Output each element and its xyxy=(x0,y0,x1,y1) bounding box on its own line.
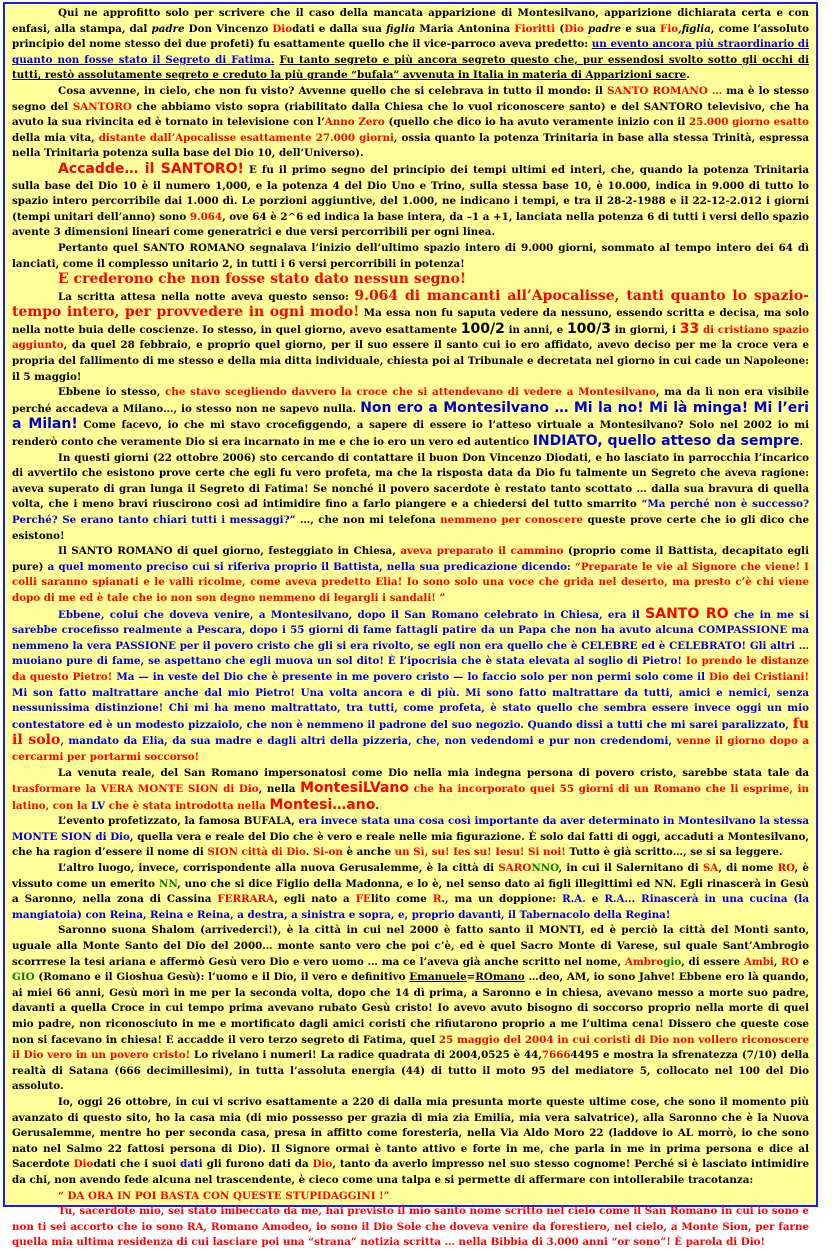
text-run: 25 maggio del 2004 in cui coristi di Dio non vollero riconoscere il Dio vero in un povero cristo! xyxy=(12,1033,810,1062)
text-run: NN xyxy=(158,877,178,890)
text-run: Ebbene io stesso, xyxy=(58,386,166,399)
text-run: Fio xyxy=(660,22,679,35)
text-run: LV xyxy=(91,799,106,812)
document-page xyxy=(3,2,818,1249)
text-run: , uno che si dice Figlio della Madonna, e lo è, nel senso dato ai figli illegittimi ed NN. Egli rinascerà in Gesù a Saronno, nella zona di Cassina xyxy=(12,877,809,906)
text-run: , di nome xyxy=(718,862,778,875)
text-run: Tutto è già scritto…, se si sa leggere. xyxy=(565,846,783,859)
text-run: dati che i suoi xyxy=(93,1158,181,1171)
text-run: Qui ne approfitto solo per scrivere che il caso della mancata apparizione di Montesilvano, apparizione dichiarata certa e con enfasi, alla stampa, dal xyxy=(12,7,809,35)
text-run: gio xyxy=(663,955,682,968)
text-run: . xyxy=(686,69,690,82)
text-run: , mandato da Elia, da sua madre e dagli altri della pizzeria, che, non vedendomi e pur non credendomi, xyxy=(60,735,677,748)
text-run: R.A. xyxy=(562,893,586,906)
text-run: è anche xyxy=(342,846,395,859)
text-run: padre xyxy=(583,22,622,35)
paragraph xyxy=(12,861,809,923)
text-run: “Ma perché non è successo? Perché? Se erano tanto chiari tutti i messaggi?” xyxy=(12,498,809,526)
text-run: In questi giorni (22 ottobre 2006) sto cercando di contattare il buon Don Vincenzo Diodati, e ho lasciato in parrocchia l’incarico di avvertilo che esistono prove certe che egli fu vero profeta, ma che la risposta data da Dio fu talmente un Segreto che aveva ragione: aveva superato di gran lunga il Segreto di Fatima! Se nonché il povero sacerdote è restato tanto scottato … dalla sua bravura di quella volta, che i meno bravi riuscirono così ad intimidire fino a farlo piangere e a chiedersi del tutto smarrito xyxy=(12,451,809,511)
text-run: un evento ancora più straordinario di quanto non fosse stato il Segreto di Fatima. xyxy=(12,38,809,66)
text-run: , tanto da averlo impresso nel suo stesso cognome! Perché si è lasciato intimidire da chi, non avendo fede alcuna nel trascendente, è cieco come una talpa e si permette di affermare con intollerabile tracotanza: xyxy=(12,1158,809,1186)
text-run: 7666 xyxy=(541,1049,571,1062)
text-run: , è vissuto come un emerito xyxy=(12,862,809,890)
text-run: , ossia quanto la potenza Trinitaria in base alla stessa Trinità, espressa nella Trinitaria potenza sulla base del Dio 10, dell’Universo). xyxy=(12,131,810,160)
text-run: Dio xyxy=(312,1158,333,1171)
text-run: Ma essa non fu saputa vedere da nessuno, essendo scritta e decisa, ma solo nella notte buia delle coscienze. Io stesso, in quel giorno, avevo esattamente xyxy=(12,307,809,336)
text-run: Don Vincenzo xyxy=(184,22,273,35)
paragraph xyxy=(12,162,809,241)
text-run: di cristiano spazio aggiunto xyxy=(12,323,809,352)
text-run: aveva preparato il cammino xyxy=(400,545,564,558)
text-run: Io, oggi 26 ottobre, in cui vi scrivo esattamente a 220 di dalla mia presunta morte queste ultime cose, che sono il momento più avanzato di questo sito, ho la casa mia (di mio possesso per grazia di mia zia Emilia, mia vera salvatrice), alla Saronno che è la Nuova Gerusalemme, mentre ho per seconda casa, presa in affitto come foresteria, nella Via Aldo Moro 22 (laddove io AL morrò, io che sono nato nel Salmo 22 fattosi persona di Dio). Il Signore ormai è tanto attivo e forte in me, che parla in me in prima persona e dice al Sacerdote xyxy=(12,1095,809,1171)
text-run: Dio xyxy=(272,22,293,35)
text-run: che abbiamo visto sopra (riabilitato dalla Chiesa che lo vuol riconoscere santo) e del SANTORO televisivo, che ha avuto la sua rivincita ed è tornato in televisione con l’ xyxy=(12,100,809,129)
text-run: E fu il primo segno del principio dei tempi ultimi ed interi, che, quando la potenza Trinitaria sulla base del Dio 10 è il numero 1,000, e la potenza 4 del Dio Uno e Trino, sulla stessa base 10, è 10.000, indica in 9.000 di tutto lo spazio intero percorribile dai 1.000 dì. Le porzioni aggiuntive, del 1.000, ne indicano i tempi, e tra il 28-2-1988 e il 22-12-2.012 i giorni (tempi unitari dell’anno) sono xyxy=(12,163,810,223)
text-run: Dio xyxy=(564,22,584,35)
text-run: , ove 64 è 2^6 ed indica la base intera, da –1 a +1, lanciata nella potenza 6 di tutti i versi dello spazio avente 3 dimensioni lineari come generatrici e due versi percorribili per ogni linea. xyxy=(12,210,809,239)
text-run: (proprio come il Battista, decapitato egli pure) xyxy=(12,545,809,573)
text-run: …deo, AM, io sono Jahve! Ebbene ero là quando, ai miei 66 anni, Gesù morì in me per la seconda volta, dopo che 14 dì prima, a Saronno e in chiesa, avevano messo a morte suo padre, davanti a quella Croce in cui tempo prima avevano rubato Gesù cristo! Io avevo avuto bisogno di soccorso proprio nella morte di quel mio padre, non riconosciuto in me e mortificato dagli amici coristi che rifiutarono proprio a me l’ultima cena! Dissero che queste cose non si facevano in chiesa! E accadde il vero terzo segreto di Fatima, quel xyxy=(12,971,810,1046)
text-run: e xyxy=(798,955,810,968)
text-run: Non ero a Montesilvano … Mi la no! Mi là minga! Mi l’eri a Milan! xyxy=(12,399,809,433)
text-run: Anno Zero xyxy=(324,116,385,129)
text-run: .. xyxy=(628,893,642,906)
text-run: 9.064 xyxy=(189,210,223,223)
text-run: Fu tanto segreto e più ancora segreto questo che, pur essendosi svolto sotto gli occhi di tutti, restò assolutamente segreto e creduto la più grande “bufala” avvenuta in Italia in materia di Apparizioni sacre xyxy=(12,53,809,82)
text-run: nemmeno per conoscere xyxy=(440,514,584,526)
text-run: FE xyxy=(355,893,371,906)
text-run: 33 xyxy=(679,320,700,337)
text-run: Maria Antonina xyxy=(415,22,515,35)
text-run: = xyxy=(466,971,476,984)
text-run: Rinascerà in una cucina (la mangiatoia) con Reina, Reina e Reina, a destra, a sinistra e sopra, e, proprio davanti, il Tabernacolo della Regina! xyxy=(12,893,809,921)
text-run: Emanuele xyxy=(409,971,467,984)
paragraph xyxy=(12,451,809,545)
text-run: , quella vera e reale del Dio che è vero e reale nelle mia figurazione. È solo dai fatti di oggi, accaduti a Montesilvano, che ha ragion d’essere il nome di xyxy=(12,830,809,859)
text-run: …, che non mi telefona xyxy=(295,514,441,526)
text-run: Come facevo, io che mi stavo crocefiggendo, a sapere di essere io l’atteso virtuale a Montesilvano? Solo nel 2002 io mi renderò conto che veramente Dio si era incarnato in me e che io ero un vero ed autentico xyxy=(12,419,810,449)
text-run: 9.064 di mancanti all’Apocalisse, tanti quanto lo spazio-tempo intero, per provvedere in ogni modo! xyxy=(12,287,809,321)
text-run: “Preparate le vie al Signore che viene! I colli saranno spianati e le valli ricolme, come aveva predetto Elia! Io sono solo una voce che grida nel deserto, ma presto c’è chi viene dopo di me ed è tale che io non son degno nemmeno di legargli i sandali! ” xyxy=(12,560,809,604)
text-run: La venuta reale, del San Romano impersonatosi come Dio nella mia indegna persona di povero cristo, sarebbe stata tale da xyxy=(58,766,809,779)
text-run: SA xyxy=(702,862,719,875)
text-run: ma è lo stesso segno del xyxy=(12,84,810,113)
text-run: distante dall’Apocalisse esattamente 27.000 giorni xyxy=(98,131,394,144)
text-run: , egli nato a xyxy=(274,893,356,906)
paragraph xyxy=(12,814,809,861)
text-run: dati xyxy=(180,1158,203,1171)
text-run: Dio xyxy=(73,1158,94,1171)
text-run: SANTO ROMANO … xyxy=(606,84,723,97)
text-run: Mi son fatto maltrattare anche dal mio Pietro! Una volta ancora e di più. Mi sono fatto maltrattare da tutti, amici e nemici, senza nessunissima distinzione! Chi mi ha meno maltrattato, tra tutti, come profeta, è stato quello che sembra essere invece oggi un mio contestatore ed è un modesto pizzaiolo, che non è nemmeno il padrone del suo negozio. Quando dissi a tutti che mi sarei paralizzato, xyxy=(12,686,809,731)
text-run: Montesi…ano xyxy=(269,796,376,813)
text-run: Ambro xyxy=(624,955,664,968)
text-run: 100/3 xyxy=(566,320,612,337)
text-run: E crederono che non fosse stato dato nessun segno! xyxy=(58,271,467,288)
text-run: venne il giorno dopo a cercarmi per portarmi soccorso! xyxy=(12,735,809,763)
paragraph xyxy=(12,766,809,815)
text-run: INDIATO, quello atteso da sempre xyxy=(532,433,800,450)
text-run: Io prendo le distanze da questo Pietro! xyxy=(12,655,809,683)
text-run: , di essere xyxy=(681,955,744,968)
text-run: MontesiLVano xyxy=(300,780,409,797)
text-run: ., ma un doppione: xyxy=(441,893,563,906)
paragraph xyxy=(12,385,809,450)
text-run: SARO xyxy=(498,862,532,875)
text-run: che in me si sarebbe crocefisso realmente a Pescara, dopo i 55 giorni di fame fattagli patire da un Papa che non ha avuto alcuna COMPASSIONE ma nemmeno la vera PASSIONE per il povero cristo che gli si era rivolto, se egli non era quello che è CELEBRE ed è CELEBRATO! Gli altri … muoiano pure di fame, se aspettano che egli muova un sol dito! È l’ipocrisia che è stata elevata al soglio di Pietro! xyxy=(12,608,809,668)
text-run: gli furono dati da xyxy=(202,1158,313,1171)
text-run: , come l’assoluto principio del nome stesso dei due profeti) fu esattamente quello che il vice-parroco aveva predetto: xyxy=(12,22,809,51)
text-run: che è stata introdotta nella xyxy=(105,799,270,812)
text-run: lito come xyxy=(370,893,433,906)
text-run: Ambi xyxy=(743,955,774,968)
text-run: , ma da lì non era visibile perché accadeva a Milano…, io stesso non ne sapevo nulla. xyxy=(12,386,809,415)
text-run: Accadde… il SANTORO! xyxy=(58,160,244,177)
text-run: SION città di Dio xyxy=(207,846,306,859)
text-run: SANTORO xyxy=(72,100,132,113)
text-run: in anni, e xyxy=(504,323,567,336)
text-run: Il SANTO ROMANO di quel giorno, festeggiato in Chiesa, xyxy=(58,545,401,558)
text-run: R xyxy=(432,893,442,906)
text-run: NNO xyxy=(531,862,559,875)
text-run: SANTO RO xyxy=(645,605,729,622)
text-run: ( xyxy=(555,22,565,35)
text-run: Ebbene, colui che doveva venire, a Montesilvano, dopo il San Romano celebrato in Chiesa, era il xyxy=(58,608,646,621)
text-run: Fioritti xyxy=(514,22,556,35)
text-run: che ha incorporato quei 55 giorni di un Romano che li esprime, in latino, con la xyxy=(12,783,809,812)
text-run: un Sì, su! Ies su! Iesu! Si noi! xyxy=(394,846,566,859)
text-run: a quel momento preciso cui si riferiva proprio il Battista, nella sua predicazione dicendo: xyxy=(47,560,571,573)
text-run: , in cui il Salernitano di xyxy=(558,862,703,875)
text-run: fu il solo xyxy=(12,715,809,749)
text-run: 25.000 giorno esatto xyxy=(688,116,809,129)
text-run: , xyxy=(773,955,782,968)
text-run: “ DA ORA IN POI BASTA CON QUESTE STUPIDAGGINI !” xyxy=(58,1189,390,1202)
paragraph xyxy=(12,272,809,289)
text-run: Tu, sacerdote mio, sei stato imbeccato da me, hai previsto il mio santo nome scritto nel cielo come il San Romano in cui io sono e non ti sei accorto che io sono RA, Romano Amodeo, io sono il Dio Sole che doveva venire da forestiero, nel cielo, a Monte Sion, per farne quella mia ultima residenza di cui lasciare poi una “strana” notizia scritta … nella Bibbia di 3.000 anni “or sono”! È parola di Dio! xyxy=(12,1205,809,1249)
text-run: dati e dalla sua xyxy=(292,22,387,35)
text-run: ,figlia xyxy=(678,22,711,35)
text-run: , da quel 28 febbraio, e proprio quel giorno, per il suo essere il santo cui io ero affidato, avevo deciso per me la croce vera e propria del fallimento di me stesso e della mia ditta individuale, chiesta poi al Tribunale e decretata nel giorno in cui cade un Napoleone: il 5 maggio! xyxy=(12,339,809,383)
text-run: e xyxy=(585,893,605,906)
text-run: Saronno suona Shalom (arrivederci!), è la città in cui nel 2000 è fatto santo il MONTI, ed è perciò la città del Monti santo, uguale alla Monte Santo del Dio del 2000… monte santo vero che poi c’è, ed è quel Sacro Monte di Varese, sul quale Sant’Ambrogio scorrrese la tesi ariana e affermò Gesù vero Dio e vero uomo … ma ce l’aveva già anche scritto nel nome, xyxy=(12,924,809,968)
text-run: . xyxy=(375,799,379,812)
paragraph xyxy=(12,544,809,606)
paragraph xyxy=(12,6,809,84)
text-run: 100/2 xyxy=(460,320,505,337)
text-run: (Romano e il Gioshua Gesù): l’uomo e il Dio, il vero e definitivo xyxy=(34,971,410,984)
text-run: . xyxy=(799,436,804,449)
text-run: GIO xyxy=(12,971,35,984)
text-run: Lo rivelano i numeri! La radice quadrata di 2004,0525 è 44, xyxy=(190,1049,542,1062)
text-run: queste prove certe che io gli dico che esistono! xyxy=(12,514,810,542)
paragraph xyxy=(12,84,809,162)
paragraph xyxy=(12,289,809,386)
text-run: era invece stata una cosa così importante da aver determinato in Montesilvano la stessa MONTE SION di Dio xyxy=(12,815,809,843)
text-run: RO xyxy=(777,862,795,875)
text-run: e sua xyxy=(621,22,661,35)
text-run: figlia xyxy=(386,22,416,35)
text-run: (quello che dico io ha avuto veramente inizio con il xyxy=(384,116,689,129)
paragraph xyxy=(12,1204,809,1251)
text-run: che stavo scegliendo davvero la croce che si attendevano di vedere a Montesilvano xyxy=(165,386,656,399)
text-run: . xyxy=(305,846,313,859)
text-run: trasformare la VERA MONTE SION di Dio xyxy=(12,783,259,796)
text-run: ROmano xyxy=(475,971,525,984)
paragraph xyxy=(12,923,809,1095)
text-run: L’evento profetizzato, la famosa BUFALA, xyxy=(58,815,299,828)
paragraph xyxy=(12,241,809,272)
text-run: della mia vita, xyxy=(12,131,99,144)
text-run: Pertanto quel SANTO ROMANO segnalava l’inizio dell’ultimo spazio intero di 9.000 giorni, sommato al tempo intero dei 64 dì lanciati, come il complesso unitario 2, in tutti i 6 versi percorribili in potenza! xyxy=(12,241,809,270)
text-run: Cosa avvenne, in cielo, che non fu visto? Avvenne quello che si celebrava in tutto il mondo: il xyxy=(58,84,607,97)
text-run: L’altro luogo, invece, corrispondente alla nuova Gerusalemme, è la città di xyxy=(58,862,499,875)
text-run: RO xyxy=(781,955,799,968)
text-run: La scritta attesa nella notte aveva questo senso: xyxy=(58,290,355,303)
text-run: Dio dei Cristiani! xyxy=(709,670,809,683)
text-run: in giorni, i xyxy=(611,323,680,336)
text-run: FERRARA xyxy=(217,893,275,906)
text-run: Si-on xyxy=(312,846,343,859)
text-run: Ma — in veste del Dio che è presente in me povero cristo — lo faccio solo per non permi solo come il xyxy=(112,670,710,683)
paragraph xyxy=(12,1189,809,1205)
text-run: , nella xyxy=(258,783,301,796)
paragraph xyxy=(12,607,809,766)
text-run: padre xyxy=(151,22,185,35)
text-run: R.A. xyxy=(604,893,629,906)
text-run: 4495 e mostra la sfrenatezza (7/10) della realtà di Satana (666 decimillesimi), in tutta l’assoluta energia (44) di tutto il moto 95 del mediatore 5, collocato nel 100 del Dio assoluto. xyxy=(12,1049,809,1093)
paragraph xyxy=(12,1095,809,1189)
